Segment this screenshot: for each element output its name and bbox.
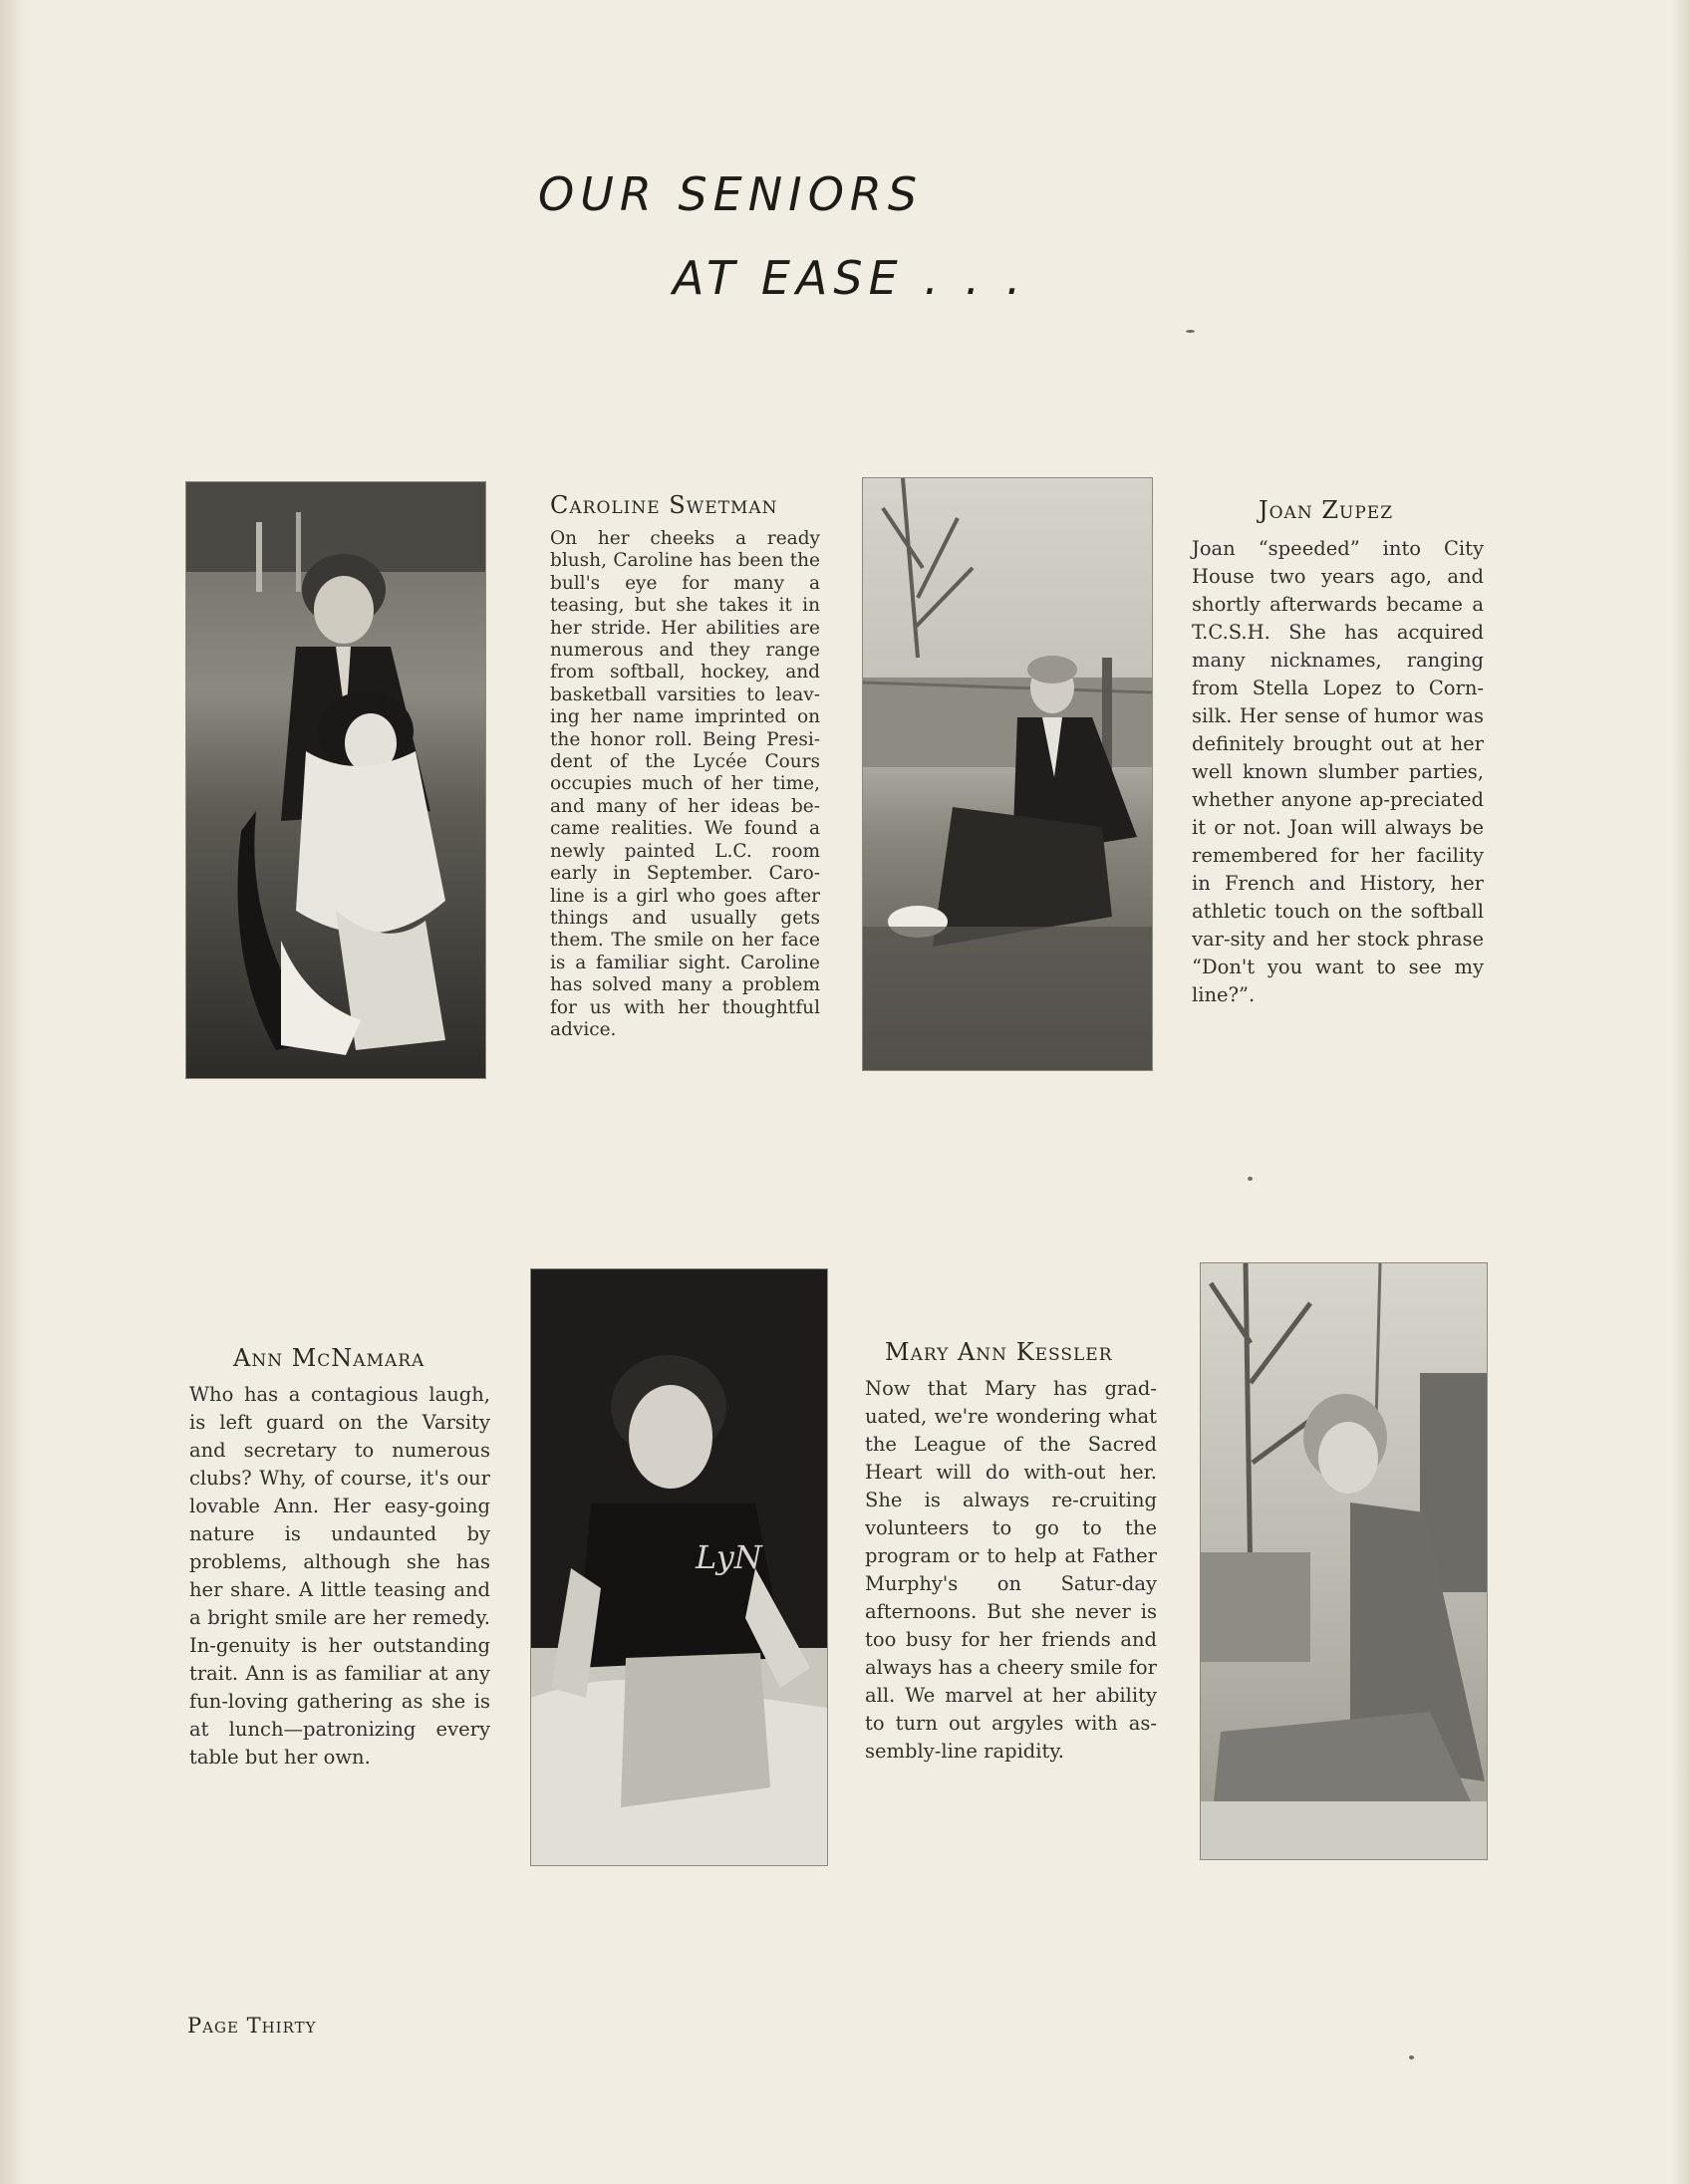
senior-name: Joan Zupez: [1259, 496, 1394, 524]
photo-girl-seated-outdoors: [1200, 1262, 1488, 1860]
page-title-line-1: OUR SENIORS: [538, 167, 924, 221]
senior-bio: Who has a contagious laugh, is left guard on the Varsity and secretary to numerous clubs? Why, of course, it's our lovable Ann. Her easy-going nature is undaunted by problems, although she has her share. A little teasing and a bright smile are her remedy. In-genuity is her outstanding trait. Ann is as familiar at any fun-loving gathering as she is at lunch—patronizing every table but her own.: [189, 1383, 490, 1769]
senior-name: Caroline Swetman: [550, 491, 778, 519]
senior-bio: Joan “speeded” into City House two years ago, and shortly afterwards became a T.C.S.H. She has acquired many nicknames, ranging from Stella Lopez to Corn-silk. Her sense of humor was definitely brought out at her well known slumber parties, whether anyone ap-preciated it or not. Joan will always be remembered for her facility in French and History, her athletic touch on the softball var-sity and her stock phrase “Don't you want to see my line?”.: [1192, 537, 1484, 1006]
senior-name: Mary Ann Kessler: [885, 1338, 1113, 1366]
page-title-line-2: AT EASE . . .: [673, 251, 1027, 305]
page-number: Page Thirty: [187, 2014, 317, 2038]
paper-speck: [1409, 2055, 1414, 2059]
senior-bio: On her cheeks a ready blush, Caroline has been the bull's eye for many a teasing, but she takes it in her stride. Her abilities are numerous and they range from softball, hockey, and basketball varsities to leav-ing her name imprinted on the honor roll. Being Presi-dent of the Lycée Cours occupies much of her time, and many of her ideas be-came realities. We found a newly painted L.C. room early in September. Caro-line is a girl who goes after things and usually gets them. The smile on her face is a familiar sight. Caroline has solved many a problem for us with her thoughtful advice.: [550, 528, 820, 1040]
page-right-edge: [1672, 0, 1690, 2184]
photo-girl-in-sweater: [530, 1268, 828, 1866]
paper-speck: [1248, 1177, 1253, 1181]
senior-name: Ann McNamara: [233, 1344, 425, 1372]
page-binding-edge: [0, 0, 30, 2184]
photo-girl-seated-on-grass: [862, 477, 1153, 1071]
paper-speck: [1186, 330, 1195, 333]
svg-text:LyN: LyN: [696, 1538, 762, 1576]
photo-girl-with-collie-dog: [185, 481, 486, 1079]
senior-bio: Now that Mary has grad-uated, we're wondering what the League of the Sacred Heart will do with-out her. She is always re-cruiting volunteers to go to the program or to help at Father Murphy's on Satur-day afternoons. But she never is too busy for her friends and always has a cheery smile for all. We marvel at her ability to turn out argyles with as-sembly-line rapidity.: [865, 1377, 1157, 1763]
